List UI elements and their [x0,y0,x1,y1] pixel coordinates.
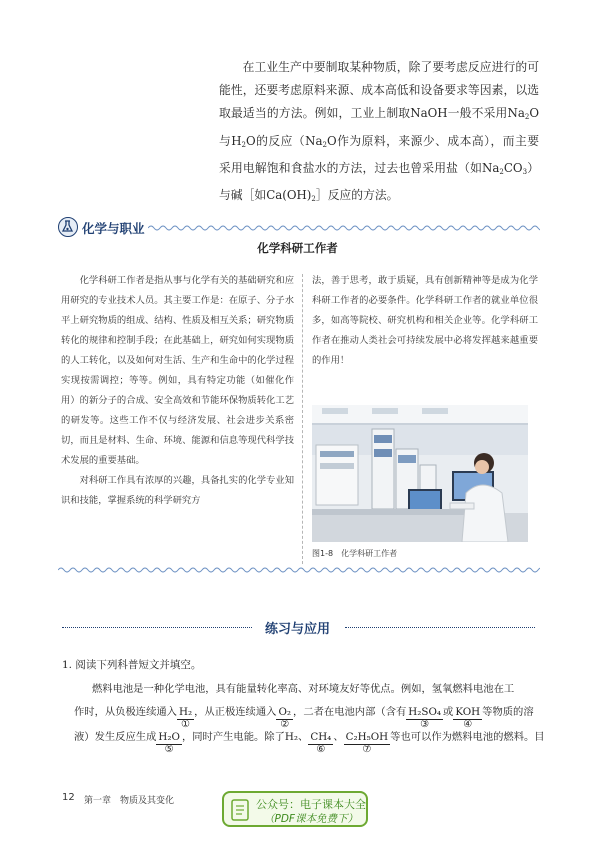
blank-number: ① [181,719,190,730]
career-section-title: 化学与职业 [82,221,145,236]
question-text-line: 液）发生反应生成 H₂O ⑤ ，同时产生电能。除了H₂、 CH₄ ⑥ 、 C₂H₅OH ⑦ 等也可以作为燃料电池的燃料。目 [74,731,545,755]
watermark-badge [222,791,368,827]
career-left-column [61,271,294,511]
column-divider [302,274,303,564]
subscript: 2 [311,195,316,204]
lab-researcher-photo [312,405,528,542]
figure-caption: 图1-8 化学科研工作者 [312,549,398,558]
page-number: 12 [62,792,75,803]
watermark-subtext: （PDF课本免费下） [264,813,358,825]
question-text-line: 燃料电池是一种化学电池，具有能量转化率高、对环境友好等优点。例如，氢氧燃料电池在工 [92,683,515,695]
book-icon [230,798,250,826]
watermark-text: 公众号：电子课本大全 [256,798,366,811]
subscript: 2 [322,140,327,149]
blank-number: ⑤ [164,744,174,755]
answer-blank: CH₄ ⑥ [310,731,332,755]
intro-paragraph: 在工业生产中要制取某种物质，除了要考虑反应进行的可能性，还要考虑原料来源、成本高低和设备要求等因素，以选取最适当的方法。例如，工业上制取NaOH一般不采用$Na_2O$与$H_2O$的反应（$Na_2O$作为原料，来源少、成本高），而主要采用电解饱和食盐水的方法，过去也曾采用盐（如$Na_2CO_3$）与碱［如$Ca(OH)_2]$反应的方法。 [219,60,539,204]
subscript: 3 [522,167,528,176]
career-right-column [312,271,538,371]
blank-number: ④ [463,719,473,730]
career-paragraph: 对科研工作具有浓厚的兴趣，具备扎实的化学专业知识和技能，掌握系统的科学研究方 [61,475,294,506]
wave-divider-bottom [58,566,540,574]
subscript: 2 [524,113,530,122]
career-paragraph: 法，善于思考，敢于质疑，具有创新精神等是成为化学科研工作者的必要条件。化学科研工作者的就业单位很多，如高等院校、研究机构和相关企业等。化学科研工作者在推动人类社会可持续发展中必将发挥越来越重要的作用！ [312,275,538,366]
answer-blank: H₂SO₄ ③ [408,706,442,730]
question-text-line: 作时，从负极连续通入 H₂ ① ，从正极连续通入 O₂ ② ，二者在电池内部（含有 H₂SO₄ ③ 或 KOH ④ 等物质的溶 [74,706,534,730]
wave-divider-top [148,224,540,232]
career-box-title: 化学科研工作者 [257,241,338,255]
career-paragraph: 化学科研工作者是指从事与化学有关的基础研究和应用研究的专业技术人员。其主要工作是：在原子、分子水平上研究物质的组成、结构、性质及相互关系；研究物质转化的规律和控制手段；在此基础上，研究如何实现物质的人工转化，以及如何对生活、生产和生命中的化学过程实现按需调控；等等。例如，具有特定功能（如催化作用）的新分子的合成、安全高效和节能环保物质转化工艺的研发等。这些工作不仅与经济发展、社会进步关系密切，而且是材料、生命、环境、能源和信息等现代科学技术发展的重要基础。 [61,275,294,466]
subscript: 2 [499,167,504,176]
question-heading: 1. 阅读下列科普短文并填空。 [62,659,202,671]
answer-blank: H₂O ⑤ [158,731,180,755]
answer-blank: KOH ④ [455,706,481,730]
exercise-section-title: 练习与应用 [264,622,330,637]
chemistry-flask-icon [58,217,78,237]
answer-blank: O₂ ② [278,706,292,730]
blank-number: ③ [420,719,430,730]
blank-number: ⑦ [362,744,372,755]
answer-blank: C₂H₅OH ⑦ [345,731,389,755]
answer-blank: H₂ ① [178,706,193,730]
chapter-title: 第一章 物质及其变化 [84,796,175,806]
blank-number: ② [280,719,290,730]
subscript: 2 [241,140,247,149]
blank-number: ⑥ [316,744,326,755]
intro-text [219,56,539,211]
